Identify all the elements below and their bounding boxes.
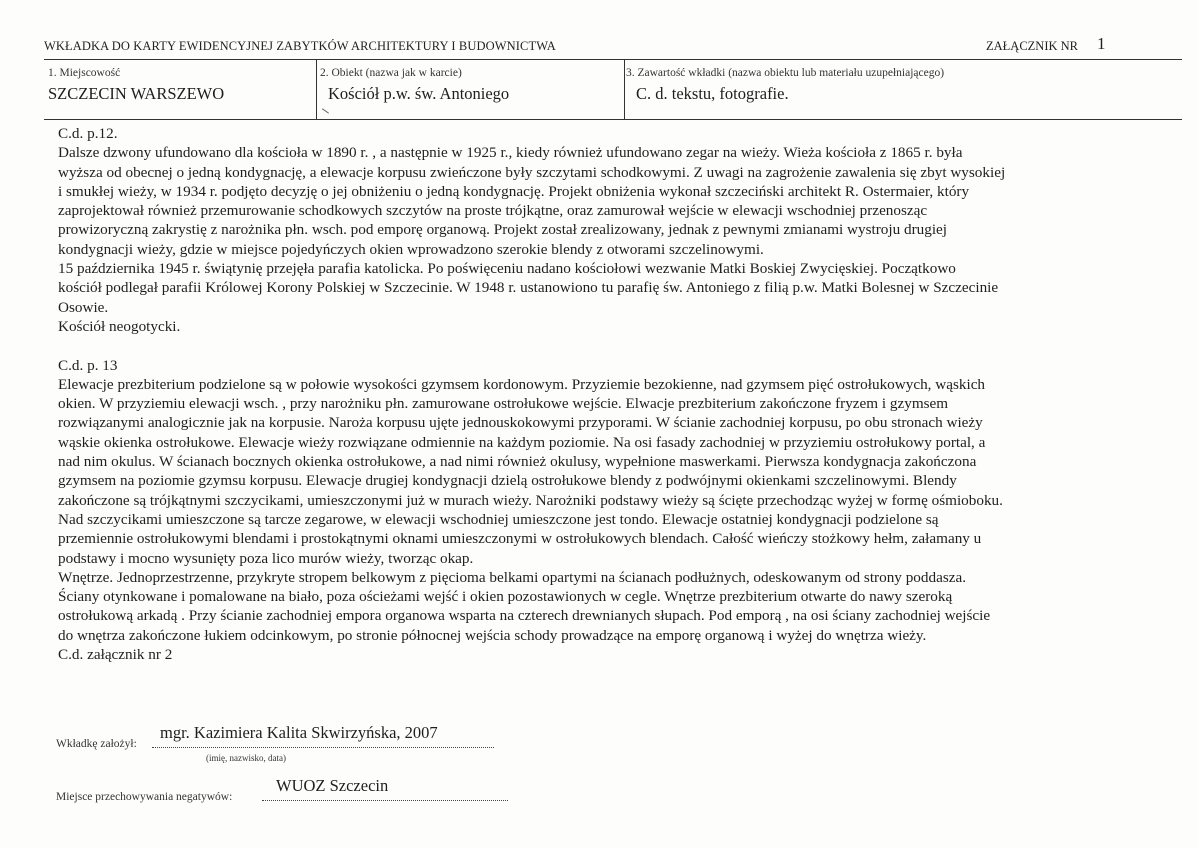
cell-divider-2 — [624, 60, 625, 120]
storage-label: Miejsce przechowywania negatywów: — [56, 791, 233, 803]
text-line: rozwiązanymi analogicznie jak na korpusie. Naroża korpusu ujęte jednouskokowymi przyporami. W ścianie zachodniej korpusu, po obu stronach wieży — [58, 414, 983, 432]
text-line: C.d. załącznik nr 2 — [58, 646, 173, 664]
text-line: Osowie. — [58, 298, 109, 316]
text-line: gzymsem na poziomie gzymsu korpusu. Elewacje drugiej kondygnacji dzielą ostrołukowe blendy z podwójnymi okienkami szczelinowymi. Blendy — [58, 472, 957, 490]
stray-mark — [319, 108, 329, 118]
form-title: WKŁADKA DO KARTY EWIDENCYJNEJ ZABYTKÓW ARCHITEKTURY I BUDOWNICTWA — [44, 39, 556, 53]
text-line: zakończone są trójkątnymi szczycikami, umieszczonymi już w murach wieży. Narożniki podstawy wieży są ścięte przechodząc wyżej w formę ośmioboku. — [58, 491, 1003, 509]
contents-value: C. d. tekstu, fotografie. — [636, 84, 789, 103]
text-line: ostrołukową arkadą . Przy ścianie zachodniej empora organowa wsparta na czterech drewnianych słupach. Pod emporą , na osi ściany zachodniej wejście — [58, 607, 991, 625]
text-line: i smukłej wieży, w 1934 r. podjęto decyzję o jej obniżeniu o jedną kondygnację. Projekt obniżenia wykonał szczeciński architekt R. Ostermaier, który — [58, 182, 970, 200]
author-value: mgr. Kazimiera Kalita Skwirzyńska, 2007 — [160, 723, 438, 742]
text-line: do wnętrza zakończone łukiem odcinkowym, po stronie północnej wejścia schody prowadzące na emporę organową i wyżej do wnętrza wieży. — [58, 626, 927, 644]
text-line: Nad szczycikami umieszczone są tarcze zegarowe, w elewacji wschodniej umieszczone jest tondo. Elewacje ostatniej kondygnacji podzielone są — [58, 510, 939, 528]
storage-value: WUOZ Szczecin — [276, 776, 389, 795]
cell-divider-1 — [316, 60, 317, 120]
text-line: prowizoryczną zakrystię z narożnika płn. wsch. pod emporę organową. Projekt został zrealizowany, jednak z pewnymi zmianami wystroju drugiej — [58, 221, 948, 239]
annex-label: ZAŁĄCZNIK NR — [986, 39, 1079, 53]
text-line: kondygnacji wieży, gdzie w miejsce pojedyńczych okien wprowadzono szerokie blendy z otworami szczelinowymi. — [58, 240, 764, 258]
text-line: C.d. p.12. — [58, 125, 118, 142]
text-line: 15 października 1945 r. świątynię przejęła parafia katolicka. Po poświęceniu nadano kościołowi wezwanie Matki Boskiej Zwycięskiej. Początkowo — [58, 260, 956, 278]
header-top-rule — [44, 59, 1182, 60]
text-line: Dalsze dzwony ufundowano dla kościoła w 1890 r. , a następnie w 1925 r., kiedy również ufundowano zegar na wieży. Wieża kościoła z 1865 r. była — [58, 144, 963, 162]
object-value: Kościół p.w. św. Antoniego — [328, 84, 510, 103]
text-line: okien. W przyziemiu elewacji wsch. , przy narożniku płn. zamurowane ostrołukowe wejście. Elwacje prezbiterium zakończone fryzem i gzymsem — [58, 395, 949, 413]
text-line: Elewacje prezbiterium podzielone są w połowie wysokości gzymsem kordonowym. Przyziemie bezokienne, nad gzymsem pięć ostrołukowych, wąskich — [58, 375, 986, 393]
continuation-text — [58, 124, 1158, 664]
text-line: wyższa od obecnej o jedną kondygnację, a elewacje korpusu zwieńczone były szczytami schodkowymi. Z uwagi na zagrożenie zawalenia się zbyt wysokiej — [58, 163, 1006, 181]
text-line: C.d. p. 13 — [58, 356, 118, 374]
blank-line — [58, 336, 1158, 355]
text-line: kościół podlegał parafii Królowej Korony Polskiej w Szczecinie. W 1948 r. ustanowiono tu parafię św. Antoniego z filią p.w. Matki Bolesnej w Szczecinie — [58, 279, 999, 297]
fields-bottom-rule — [44, 119, 1182, 120]
author-label: Wkładkę założył: — [56, 738, 137, 750]
contents-label: 3. Zawartość wkładki (nazwa obiektu lub materiału uzupełniającego) — [626, 67, 945, 79]
annex-number: 1 — [1097, 34, 1106, 53]
location-label: 1. Miejscowość — [48, 67, 121, 79]
object-label: 2. Obiekt (nazwa jak w karcie) — [320, 67, 462, 79]
text-line: zaprojektował również przemurowanie schodkowych szczytów na proste trójkątne, oraz zamurował wejście w elewacji wschodniej przenosząc — [58, 202, 928, 220]
text-line: Kościół neogotycki. — [58, 317, 181, 335]
storage-dotted-line — [262, 800, 508, 801]
text-line: przemiennie ostrołukowymi blendami i prostokątnymi oknami umieszczonymi w ostrołukowych blendach. Całość wieńczy stożkowy hełm, załamany u — [58, 530, 982, 548]
text-line: podstawy i mocno wysunięty poza lico murów wieży, tworząc okap. — [58, 549, 474, 567]
text-line: Wnętrze. Jednoprzestrzenne, przykryte stropem belkowym z pięcioma belkami opartymi na ścianach podłużnych, odeskowanym od strony poddasza. — [58, 568, 967, 586]
author-dotted-line — [152, 747, 494, 748]
author-hint: (imię, nazwisko, data) — [206, 753, 286, 763]
text-line: wąskie okienka ostrołukowe. Elewacje wieży rozwiązane odmiennie na każdym poziomie. Na osi fasady zachodniej w przyziemiu ostrołukowy portal, a — [58, 433, 986, 451]
text-line: nad nim okulus. W ścianach bocznych okienka ostrołukowe, a nad nimi również okulusy, wypełnione maswerkami. Pierwsza kondygnacja zakończona — [58, 453, 977, 471]
location-value: SZCZECIN WARSZEWO — [48, 84, 225, 103]
text-line: Ściany otynkowane i pomalowane na biało, poza ościeżami wejść i okien pozostawionych w cegle. Wnętrze prezbiterium otwarte do nawy szeroką — [58, 588, 953, 606]
